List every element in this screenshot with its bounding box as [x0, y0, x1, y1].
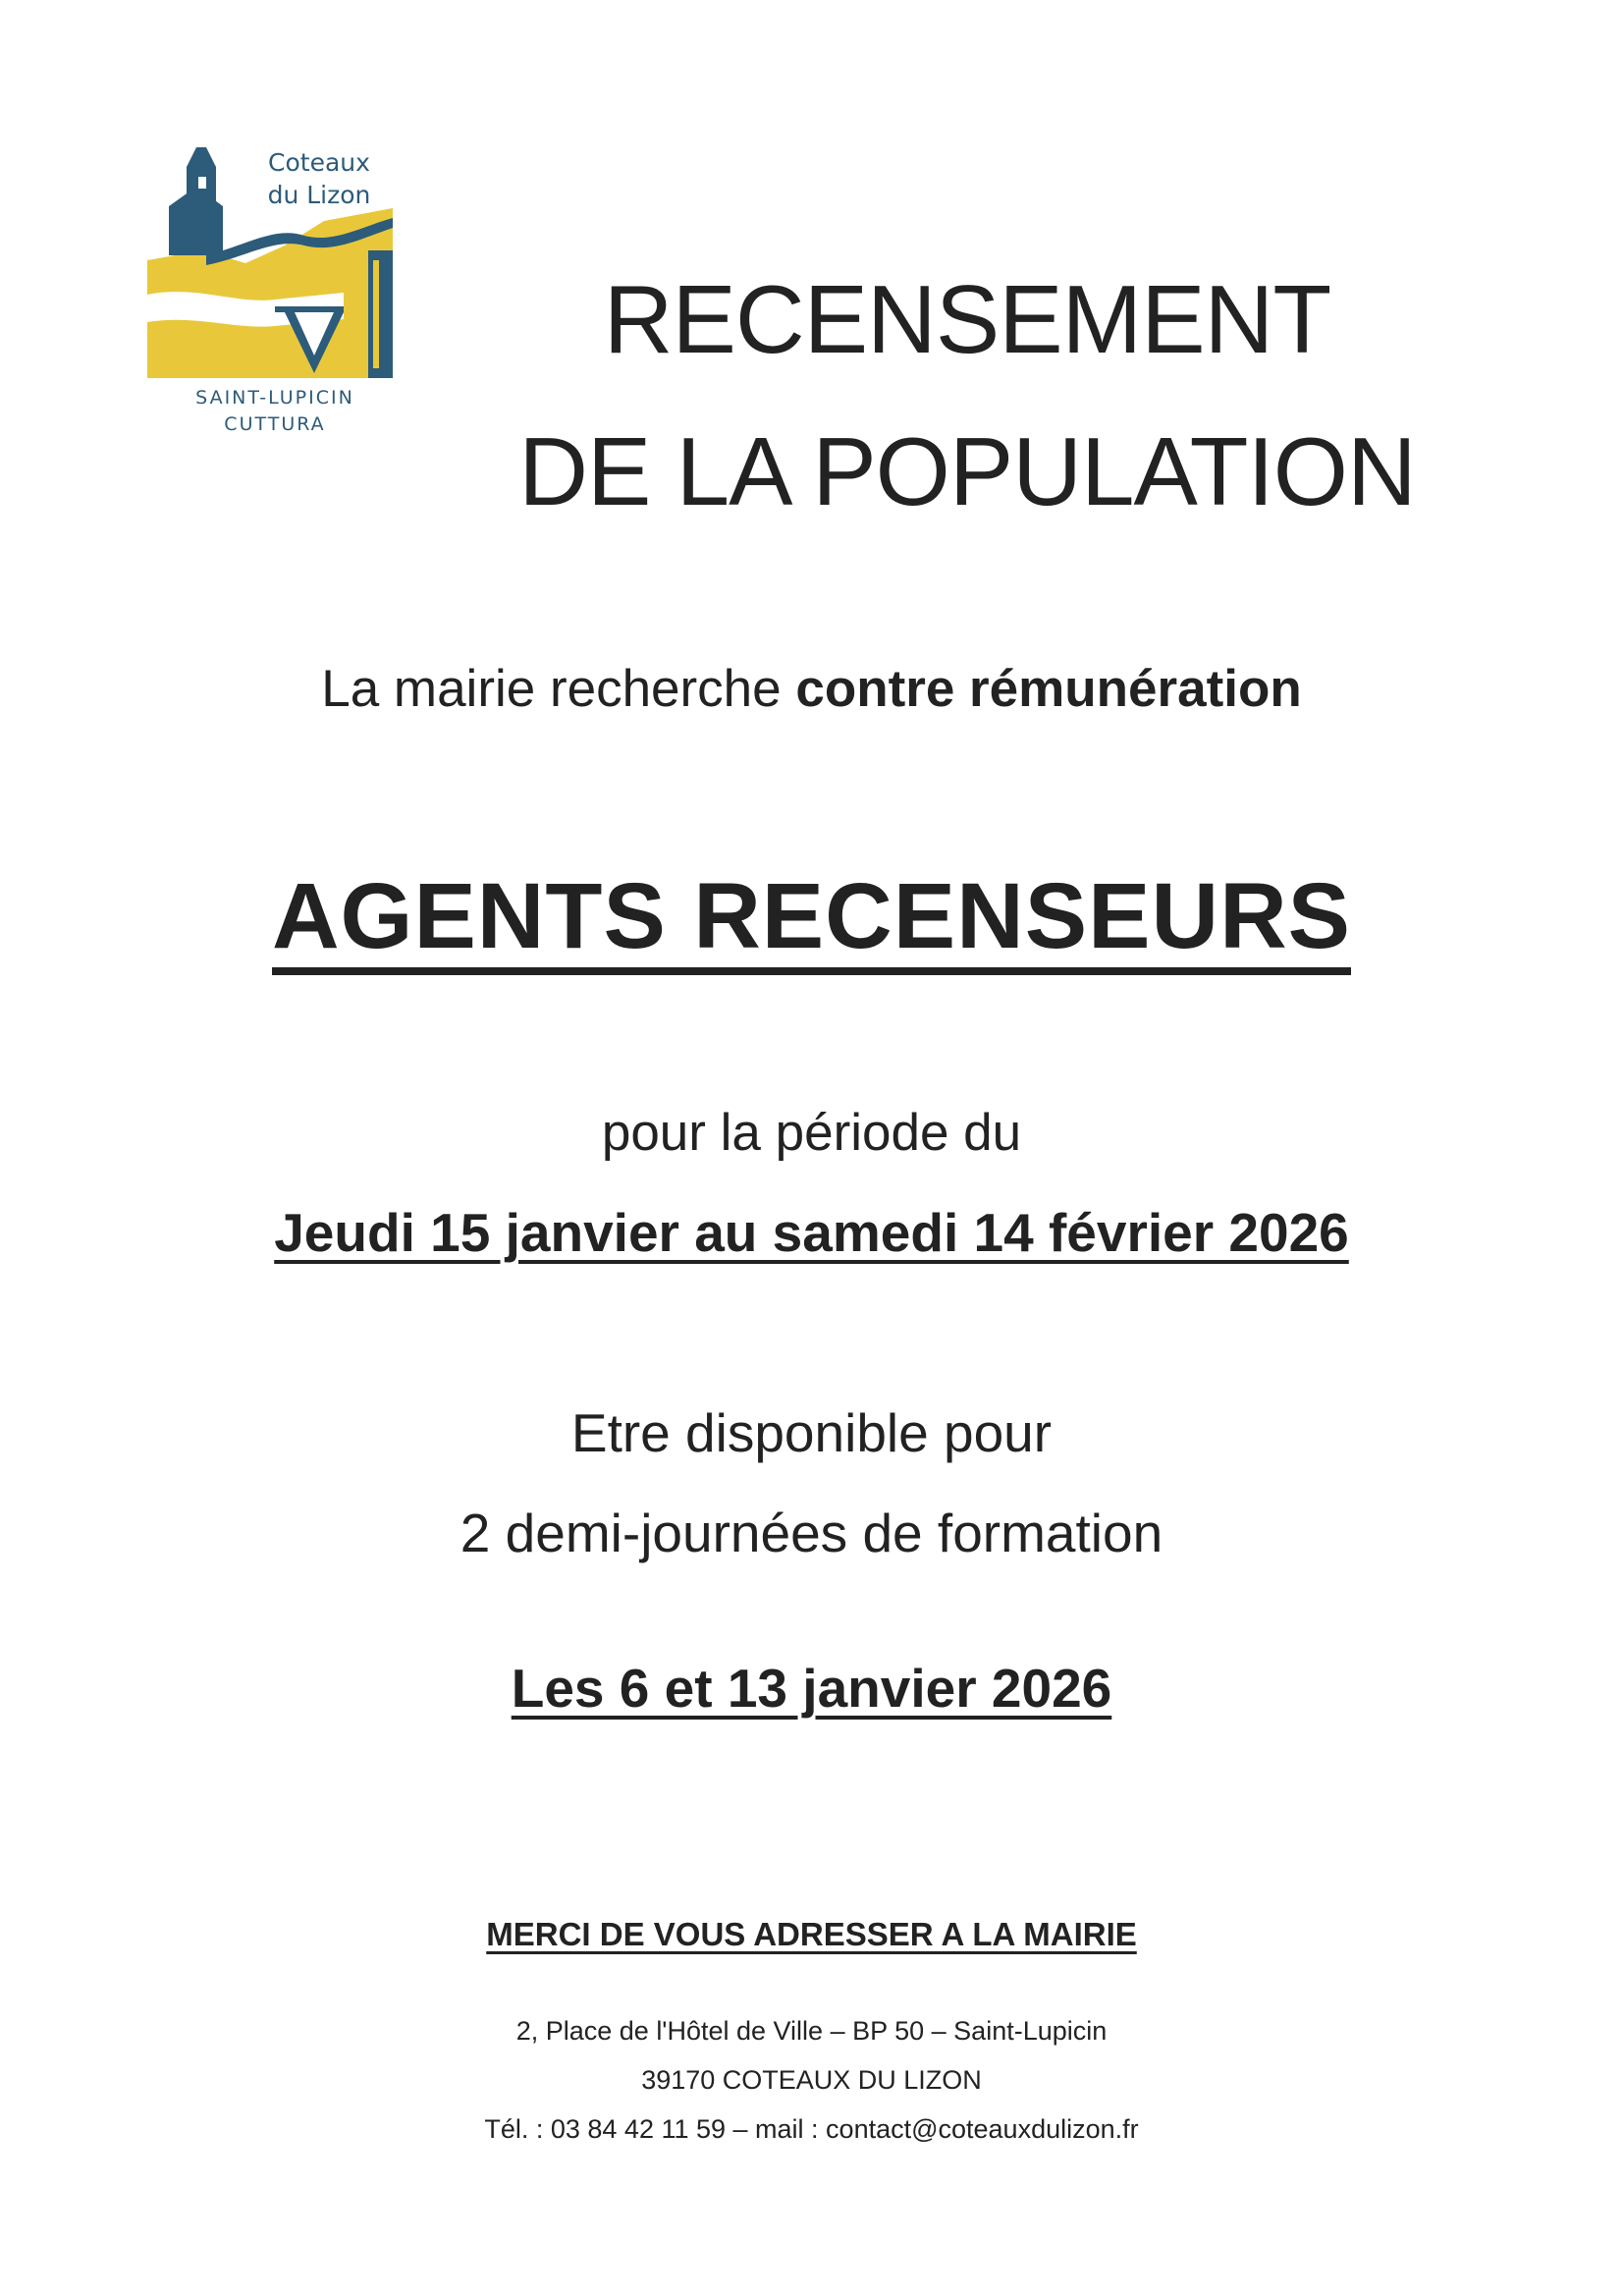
municipal-logo: [147, 147, 403, 442]
logo-sub-line1: SAINT-LUPICIN: [195, 387, 354, 409]
headline-text: AGENTS RECENSEURS: [272, 867, 1351, 975]
training-line1: Etre disponible pour: [570, 1402, 1053, 1463]
title-line2: DE LA POPULATION: [518, 417, 1416, 525]
contact-phone-mail: Tél. : 03 84 42 11 59 – mail : contact@coteauxdulizon.fr: [484, 2114, 1139, 2144]
contact-address2: 39170 COTEAUX DU LIZON: [641, 2065, 982, 2095]
training-dates: [0, 1658, 1623, 1719]
logo-name-line1: Coteaux: [268, 148, 370, 177]
training-dates-text: Les 6 et 13 janvier 2026: [511, 1658, 1112, 1719]
period-label: pour la période du: [601, 1104, 1022, 1162]
intro-text: [0, 660, 1623, 719]
logo-sub-line2: CUTTURA: [224, 413, 326, 435]
contact-heading: [0, 1915, 1623, 1954]
intro-prefix: La mairie recherche: [321, 660, 796, 718]
headline: [0, 862, 1623, 975]
period-dates: [0, 1202, 1623, 1263]
intro-bold: contre rémunération: [795, 660, 1302, 718]
training-line2: 2 demi-journées de formation: [460, 1503, 1163, 1563]
logo-name-line2: du Lizon: [267, 181, 371, 209]
period-dates-text: Jeudi 15 janvier au samedi 14 février 2026: [274, 1202, 1349, 1263]
contact-address1: 2, Place de l'Hôtel de Ville – BP 50 – Saint-Lupicin: [515, 2016, 1108, 2046]
contact-heading-text: MERCI DE VOUS ADRESSER A LA MAIRIE: [486, 1916, 1137, 1952]
title-line1: RECENSEMENT: [603, 265, 1331, 373]
